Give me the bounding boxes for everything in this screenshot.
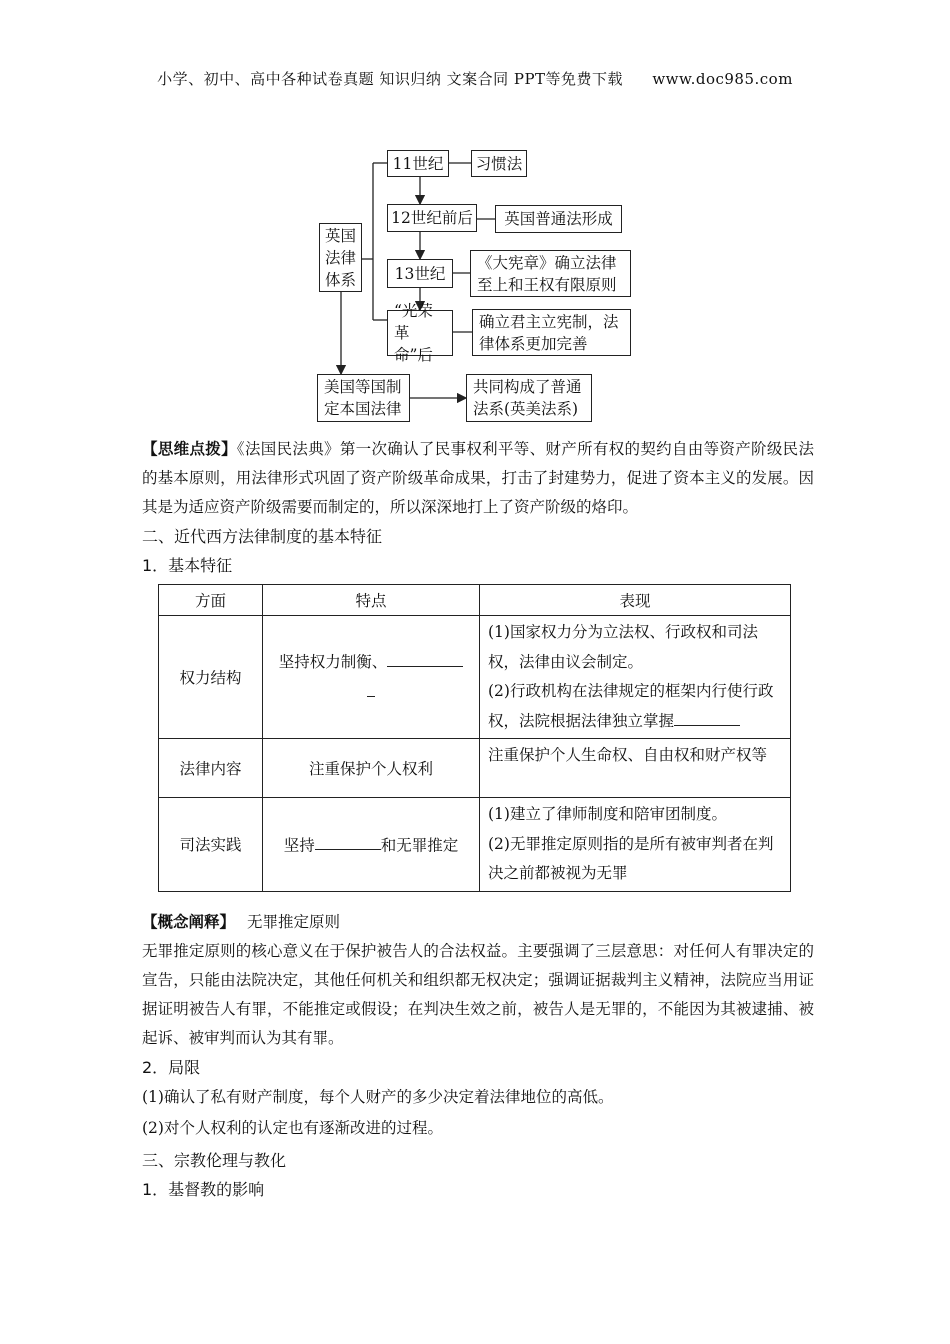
thinking-tip — [142, 435, 814, 522]
table-cell-aspect: 法律内容 — [159, 739, 263, 798]
table-cell-feature — [263, 616, 480, 739]
table-cell-aspect: 权力结构 — [159, 616, 263, 739]
table-cell-feature: 注重保护个人权利 — [263, 739, 480, 798]
table-row — [159, 798, 791, 892]
detail-text: (2)行政机构在法律规定的框架内行使行政权，法院根据法律独立掌握 — [488, 682, 774, 730]
answer-blank — [387, 650, 463, 667]
features-table — [158, 584, 791, 892]
concept-text: 无罪推定原则的核心意义在于保护被告人的合法权益。主要强调了三层意思：对任何人有罪决定的宣告，只能由法院决定，其他任何机关和组织都无权决定；强调证据裁判主义精神，法院应当用证据证明被告人有罪，不能推定或假设；在判决生效之前，被告人是无罪的，不能因为其被逮捕、被起诉、被审判而认为其有罪。 — [142, 942, 814, 1047]
table-header: 特点 — [263, 585, 480, 616]
concept-heading — [142, 908, 814, 937]
concept-label: 【概念阐释】 — [142, 913, 236, 931]
legal-system-diagram — [0, 0, 950, 430]
detail-line: (1)建立了律师制度和陪审团制度。 — [488, 805, 727, 823]
header-text: 小学、初中、高中各种试卷真题 知识归纳 文案合同 PPT等免费下载 — [157, 70, 624, 88]
diagram-root: 英国法律体系 — [319, 223, 362, 292]
diagram-bottom-right: 共同构成了普通法系(英美法系) — [466, 374, 592, 422]
concept-topic: 无罪推定原则 — [247, 913, 341, 931]
section2-sub1: 1．基本特征 — [142, 556, 233, 575]
feature-text: 坚持权力制衡、 — [278, 653, 388, 671]
limits-title: 2．局限 — [142, 1058, 201, 1077]
limits-item-2: (2)对个人权利的认定也有逐渐改进的过程。 — [142, 1119, 443, 1137]
answer-blank — [367, 680, 375, 697]
detail-line — [488, 677, 782, 736]
table-cell-detail — [480, 798, 791, 892]
diagram-bottom-left: 美国等国制定本国法律 — [317, 374, 410, 422]
table-cell-detail — [480, 616, 791, 739]
section3-title: 三、宗教伦理与教化 — [142, 1151, 287, 1170]
table-cell-detail: 注重保护个人生命权、自由权和财产权等 — [480, 739, 791, 798]
table-header: 方面 — [159, 585, 263, 616]
detail-line: (1)国家权力分为立法权、行政权和司法权，法律由议会制定。 — [488, 623, 758, 671]
feature-text: 和无罪推定 — [380, 836, 459, 855]
section2-title: 二、近代西方法律制度的基本特征 — [142, 527, 383, 546]
node-time-glorious: “光荣革命”后 — [387, 310, 453, 356]
answer-blank — [315, 833, 381, 850]
table-header: 表现 — [480, 585, 791, 616]
thinking-tip-label: 【思维点拨】 — [142, 440, 237, 458]
table-row — [159, 739, 791, 798]
table-cell-feature — [263, 798, 480, 892]
table-cell-aspect: 司法实践 — [159, 798, 263, 892]
table-row — [159, 616, 791, 739]
section3-sub1: 1．基督教的影响 — [142, 1180, 265, 1199]
node-time-12c: 12世纪前后 — [387, 204, 477, 232]
detail-line: (2)无罪推定原则指的是所有被审判者在判决之前都被视为无罪 — [488, 834, 774, 882]
answer-blank — [674, 708, 740, 725]
table-header-row — [159, 585, 791, 616]
node-time-11c: 11世纪 — [387, 150, 449, 177]
node-result-11c: 习惯法 — [471, 150, 527, 177]
thinking-tip-text: 《法国民法典》第一次确认了民事权利平等、财产所有权的契约自由等资产阶级民法的基本原则，用法律形式巩固了资产阶级革命成果，打击了封建势力，促进了资本主义的发展。因其是为适应资产阶级需要而制定的，所以深深地打上了资产阶级的烙印。 — [142, 440, 814, 516]
node-time-13c: 13世纪 — [387, 259, 453, 288]
header-site: www.doc985.com — [652, 70, 793, 88]
node-result-13c: 《大宪章》确立法律至上和王权有限原则 — [470, 250, 631, 297]
node-result-glorious: 确立君主立宪制，法律体系更加完善 — [472, 309, 631, 356]
feature-text: 坚持 — [283, 836, 315, 855]
limits-item-1: (1)确认了私有财产制度，每个人财产的多少决定着法律地位的高低。 — [142, 1088, 614, 1106]
node-result-12c: 英国普通法形成 — [495, 205, 622, 233]
